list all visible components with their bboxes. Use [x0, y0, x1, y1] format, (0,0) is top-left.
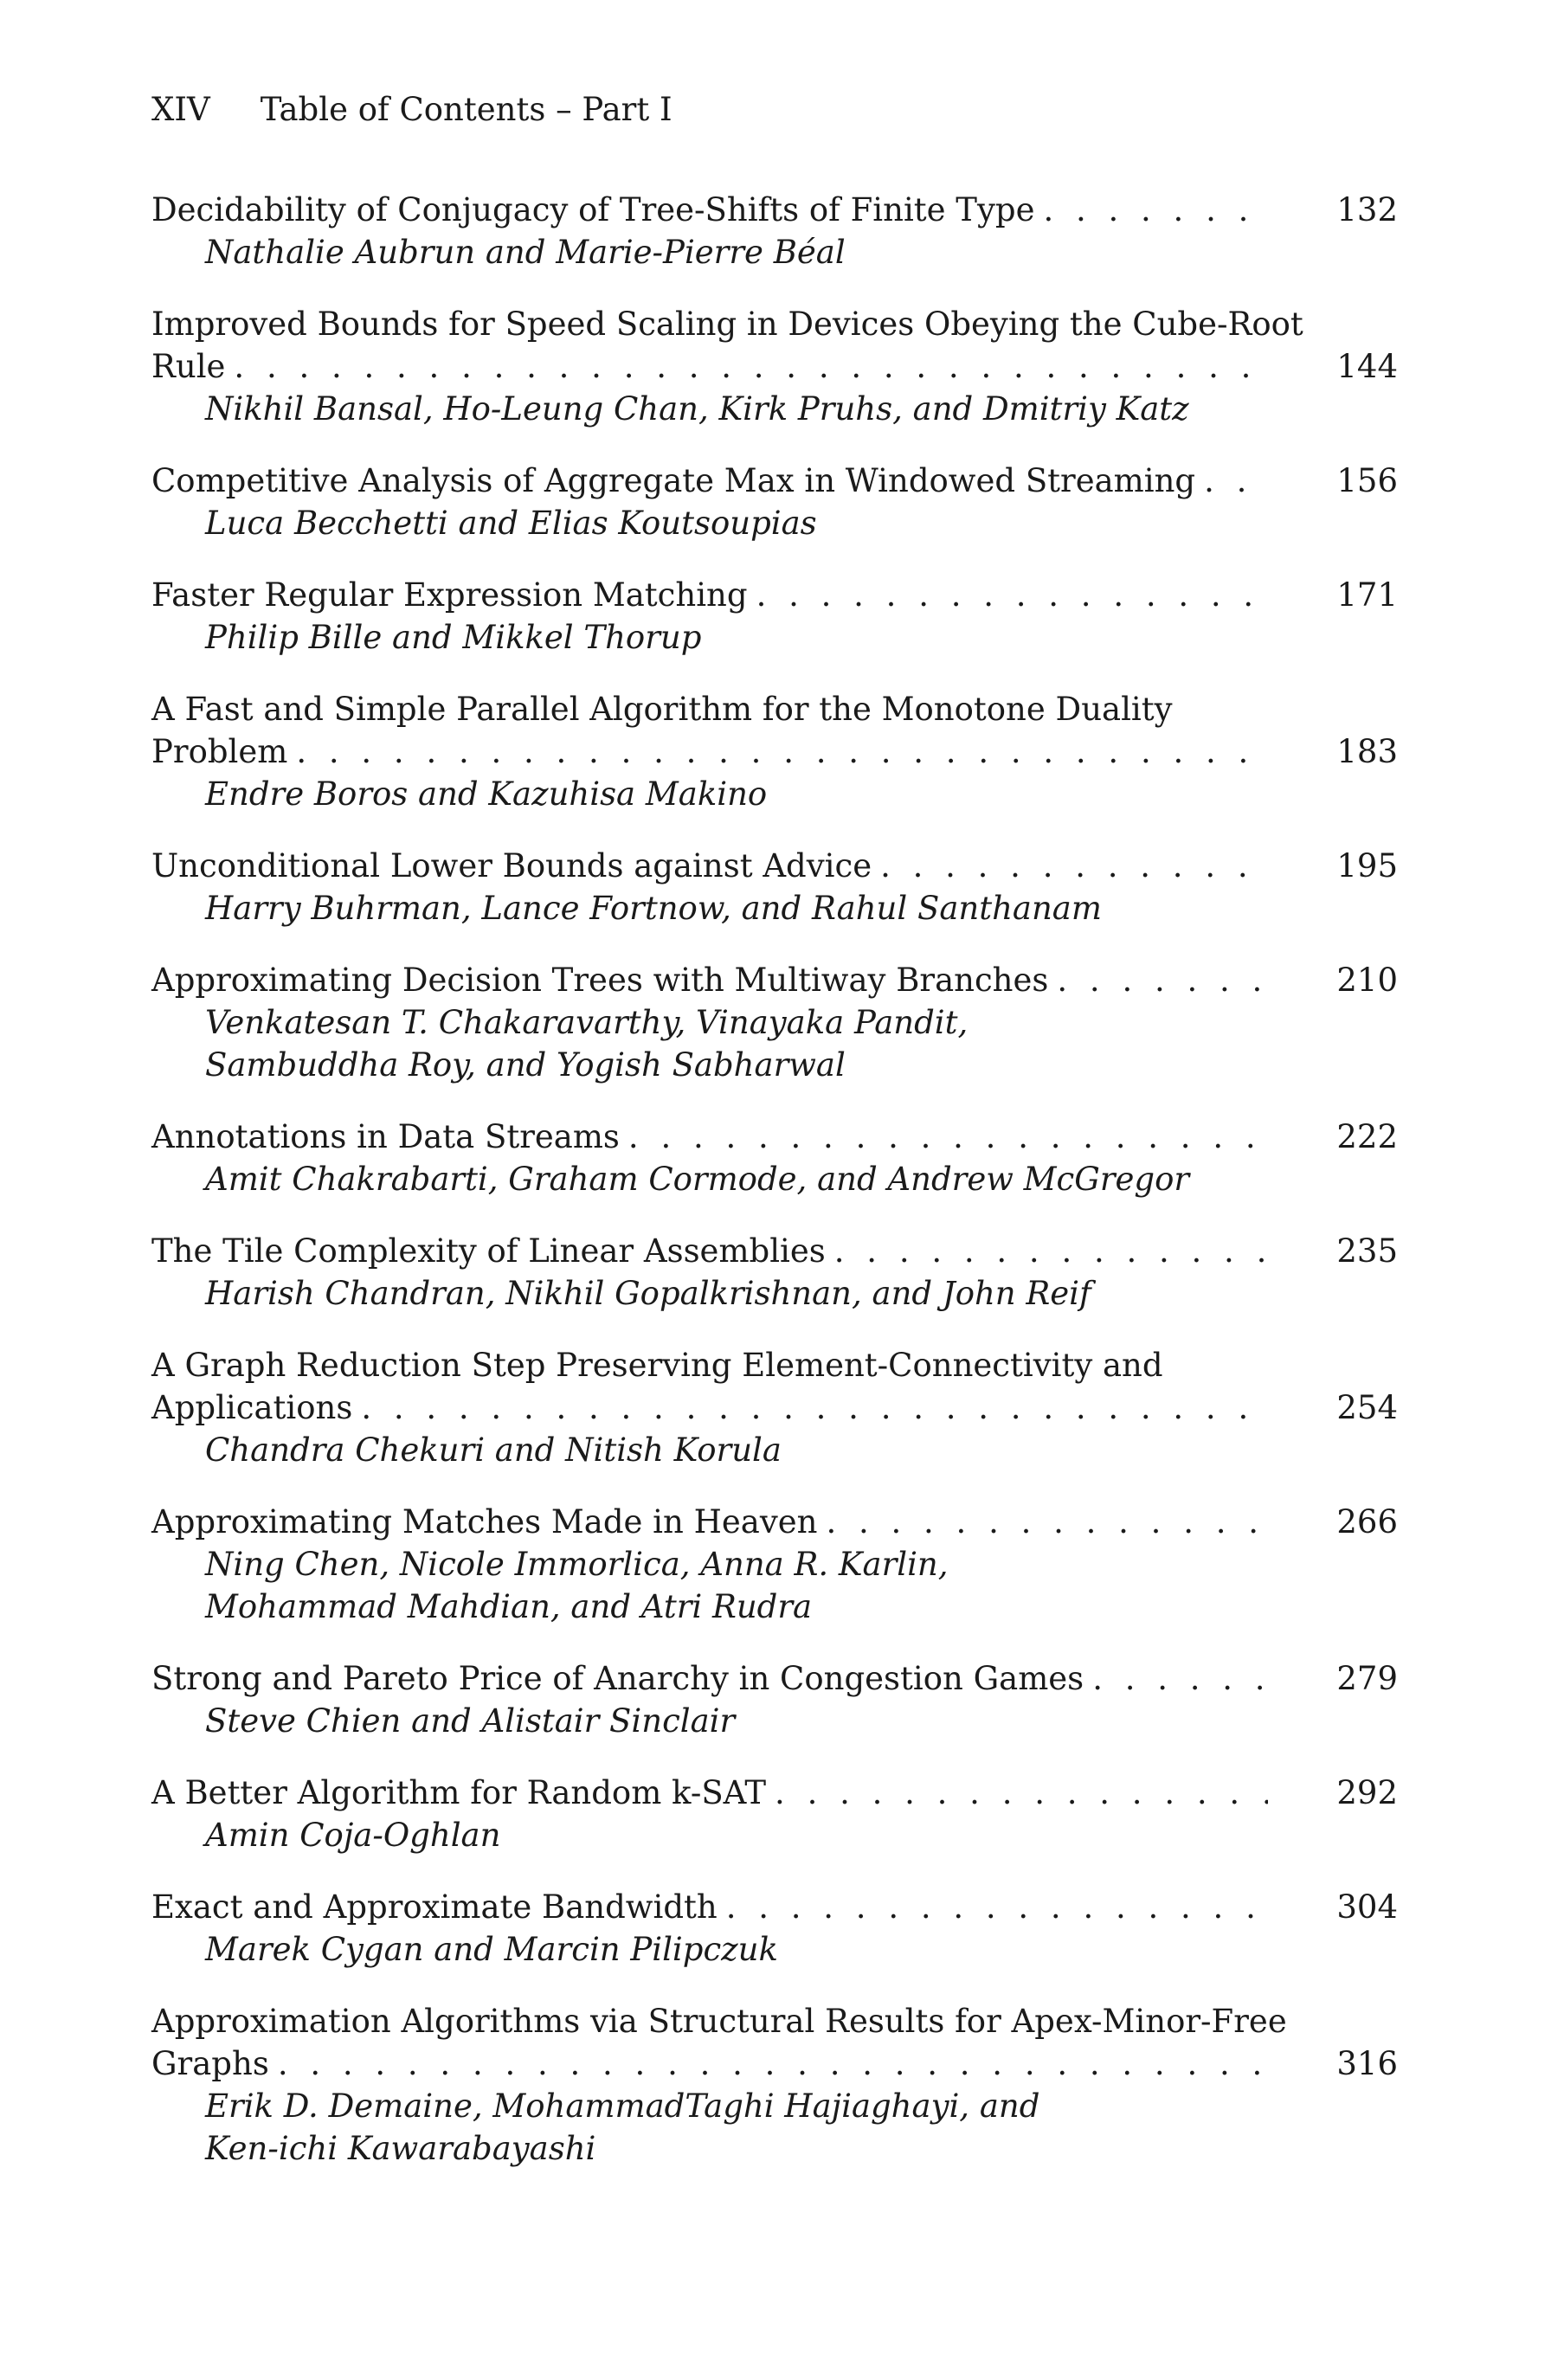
toc-entry-author-line: Marek Cygan and Marcin Pilipczuk [205, 1931, 778, 1968]
dot-leader [361, 1386, 1268, 1429]
toc-entry-author-line: Amin Coja-Oghlan [205, 1817, 501, 1854]
dot-leader [826, 1501, 1268, 1543]
dot-leader [756, 574, 1268, 616]
toc-entry-author-line: Mohammad Mahdian, and Atri Rudra [205, 1588, 813, 1625]
toc-entry-author-line: Harry Buhrman, Lance Fortnow, and Rahul Santhanam [205, 890, 1102, 927]
toc-entry-page-number: 210 [1336, 962, 1398, 999]
toc-entry[interactable] [151, 303, 1398, 430]
toc-entry-title: Approximating Matches Made in Heaven [151, 1503, 818, 1541]
toc-entry-authors [151, 1001, 1398, 1086]
toc-entry-authors [151, 616, 1398, 659]
toc-entry-title: Competitive Analysis of Aggregate Max in Windowed Streaming [151, 462, 1196, 499]
toc-entry-title-block [151, 460, 1398, 502]
running-title: Table of Contents – Part I [260, 91, 673, 128]
dot-leader [880, 845, 1268, 887]
toc-entry[interactable] [151, 1116, 1398, 1200]
toc-entry[interactable] [151, 1344, 1398, 1471]
toc-entry-author-line: Amit Chakrabarti, Graham Cormode, and Andrew McGregor [205, 1161, 1190, 1198]
page-header [151, 91, 673, 128]
dot-leader [628, 1116, 1268, 1158]
toc-entry-title-line [151, 688, 1268, 730]
toc-entry-author-line: Venkatesan T. Chakaravarthy, Vinayaka Pandit, [205, 1004, 969, 1041]
toc-entry-page-number: 266 [1336, 1503, 1398, 1541]
toc-entry-page-number: 183 [1336, 733, 1398, 770]
dot-leader [775, 1772, 1268, 1814]
toc-entry-author-line: Endre Boros and Kazuhisa Makino [205, 775, 768, 813]
toc-entry-title-line [151, 1501, 1268, 1543]
toc-entry[interactable] [151, 460, 1398, 544]
toc-entry-author-line: Nikhil Bansal, Ho-Leung Chan, Kirk Pruhs, and Dmitriy Katz [205, 390, 1189, 428]
toc-entry[interactable] [151, 574, 1398, 659]
toc-entry-authors [151, 231, 1398, 273]
toc-entry-title: Rule [151, 348, 226, 385]
toc-entry-title-block [151, 1344, 1398, 1429]
dot-leader [296, 730, 1268, 773]
toc-entry-title-block [151, 1886, 1398, 1928]
toc-entry-title: Applications [151, 1389, 353, 1426]
dot-leader [234, 345, 1268, 388]
toc-entry-title-block [151, 959, 1398, 1001]
toc-entry-author-line: Luca Becchetti and Elias Koutsoupias [205, 505, 817, 542]
toc-entry-page-number: 195 [1336, 847, 1398, 884]
dot-leader [1057, 959, 1268, 1001]
toc-entry-authors [151, 1272, 1398, 1315]
toc-entry-title-line [151, 1772, 1268, 1814]
toc-entry-author-line: Sambuddha Roy, and Yogish Sabharwal [205, 1046, 846, 1084]
toc-entry[interactable] [151, 688, 1398, 815]
toc-entry-title-line [151, 1344, 1268, 1386]
toc-entry-title-line [151, 574, 1268, 616]
toc-entry[interactable] [151, 959, 1398, 1086]
toc-entry-title: Unconditional Lower Bounds against Advice [151, 847, 872, 884]
toc-entry-title-block [151, 189, 1398, 231]
toc-entry-title-block [151, 1116, 1398, 1158]
toc-entry-title-block [151, 1230, 1398, 1272]
toc-entry-author-line: Philip Bille and Mikkel Thorup [205, 619, 702, 656]
toc-entry-page-number: 235 [1336, 1232, 1398, 1270]
toc-entry-title: Exact and Approximate Bandwidth [151, 1888, 718, 1926]
toc-entry-title: Graphs [151, 2045, 269, 2082]
toc-entry[interactable] [151, 1657, 1398, 1742]
toc-entry-title-line [151, 1886, 1268, 1928]
toc-entry-page-number: 132 [1336, 191, 1398, 228]
toc-entry-authors [151, 502, 1398, 544]
toc-entry-title-block [151, 1657, 1398, 1700]
toc-entry-author-line: Nathalie Aubrun and Marie-Pierre Béal [205, 234, 846, 271]
toc-entry-page-number: 279 [1336, 1660, 1398, 1697]
toc-entry-author-line: Chandra Chekuri and Nitish Korula [205, 1431, 782, 1469]
toc-entry-page-number: 222 [1336, 1118, 1398, 1155]
dot-leader [1043, 189, 1268, 231]
toc-entry-page-number: 156 [1336, 462, 1398, 499]
toc-entry-authors [151, 1543, 1398, 1628]
dot-leader [1092, 1657, 1268, 1700]
toc-entry[interactable] [151, 2000, 1398, 2170]
toc-entry-title-block [151, 1501, 1398, 1543]
toc-entry-title-line [151, 189, 1268, 231]
toc-entry-title: Faster Regular Expression Matching [151, 576, 748, 614]
toc-entry-title-block [151, 2000, 1398, 2085]
toc-entry-authors [151, 773, 1398, 815]
toc-entry-author-line: Ning Chen, Nicole Immorlica, Anna R. Karlin, [205, 1546, 949, 1583]
toc-entry[interactable] [151, 1230, 1398, 1315]
toc-entry-title-line [151, 1657, 1268, 1700]
toc-entry-author-line: Harish Chandran, Nikhil Gopalkrishnan, and John Reif [205, 1275, 1091, 1312]
toc-entry-title: A Better Algorithm for Random k-SAT [151, 1774, 767, 1811]
toc-entry-title-block [151, 845, 1398, 887]
toc-entry-author-line: Erik D. Demaine, MohammadTaghi Hajiaghayi, and [205, 2087, 1040, 2125]
toc-entry-title-line [151, 959, 1268, 1001]
dot-leader [1204, 460, 1268, 502]
toc-entry-authors [151, 1814, 1398, 1856]
dot-leader [834, 1230, 1268, 1272]
toc-entry-title-line [151, 1116, 1268, 1158]
toc-entry-title: Approximating Decision Trees with Multiway Branches [151, 962, 1049, 999]
toc-entry-title: The Tile Complexity of Linear Assemblies [151, 1232, 826, 1270]
toc-entry-title-line [151, 345, 1268, 388]
toc-entry-title-line [151, 1386, 1268, 1429]
toc-entry-title-line [151, 730, 1268, 773]
toc-entry-page-number: 316 [1336, 2045, 1398, 2082]
toc-entry[interactable] [151, 189, 1398, 273]
toc-entry-author-line: Ken-ichi Kawarabayashi [205, 2130, 596, 2167]
toc-entry-title: Annotations in Data Streams [151, 1118, 620, 1155]
toc-entry-title: Approximation Algorithms via Structural Results for Apex-Minor-Free [151, 2003, 1287, 2040]
toc-entry-title-line [151, 1230, 1268, 1272]
toc-entry-title-line [151, 460, 1268, 502]
toc-entry-title-block [151, 1772, 1398, 1814]
toc-entry-authors [151, 1429, 1398, 1471]
dot-leader [278, 2042, 1268, 2085]
toc-entry[interactable] [151, 845, 1398, 929]
toc-entry-title: A Fast and Simple Parallel Algorithm for the Monotone Duality [151, 691, 1173, 728]
page-number-roman: XIV [151, 91, 210, 128]
toc-entry[interactable] [151, 1886, 1398, 1971]
dot-leader [726, 1886, 1268, 1928]
toc-entry-title-line [151, 2000, 1287, 2042]
toc-entry-title-line [151, 2042, 1268, 2085]
toc-entry-authors [151, 2085, 1398, 2170]
toc-entry-authors [151, 1700, 1398, 1742]
toc-entry-authors [151, 1158, 1398, 1200]
toc-entry-title: Improved Bounds for Speed Scaling in Devices Obeying the Cube-Root [151, 306, 1303, 343]
toc-entry-title-block [151, 688, 1398, 773]
toc-entry-page-number: 254 [1336, 1389, 1398, 1426]
toc-entry-title: Problem [151, 733, 288, 770]
toc-entry-title-block [151, 574, 1398, 616]
toc-entry-page-number: 144 [1336, 348, 1398, 385]
toc-entry-authors [151, 1928, 1398, 1971]
toc-entry-author-line: Steve Chien and Alistair Sinclair [205, 1702, 736, 1740]
toc-entry[interactable] [151, 1501, 1398, 1628]
toc-entry-title: Strong and Pareto Price of Anarchy in Congestion Games [151, 1660, 1084, 1697]
toc-entry-title: A Graph Reduction Step Preserving Element-Connectivity and [151, 1347, 1163, 1384]
toc-entry-page-number: 292 [1336, 1774, 1398, 1811]
toc-entry-title-block [151, 303, 1398, 388]
toc-entry-page-number: 304 [1336, 1888, 1398, 1926]
toc-entry-authors [151, 887, 1398, 929]
toc-entry-authors [151, 388, 1398, 430]
toc-entry-title-line [151, 303, 1303, 345]
table-of-contents [151, 189, 1398, 2199]
toc-entry-page-number: 171 [1336, 576, 1398, 614]
toc-entry-title-line [151, 845, 1268, 887]
toc-entry[interactable] [151, 1772, 1398, 1856]
toc-entry-title: Decidability of Conjugacy of Tree-Shifts of Finite Type [151, 191, 1035, 228]
